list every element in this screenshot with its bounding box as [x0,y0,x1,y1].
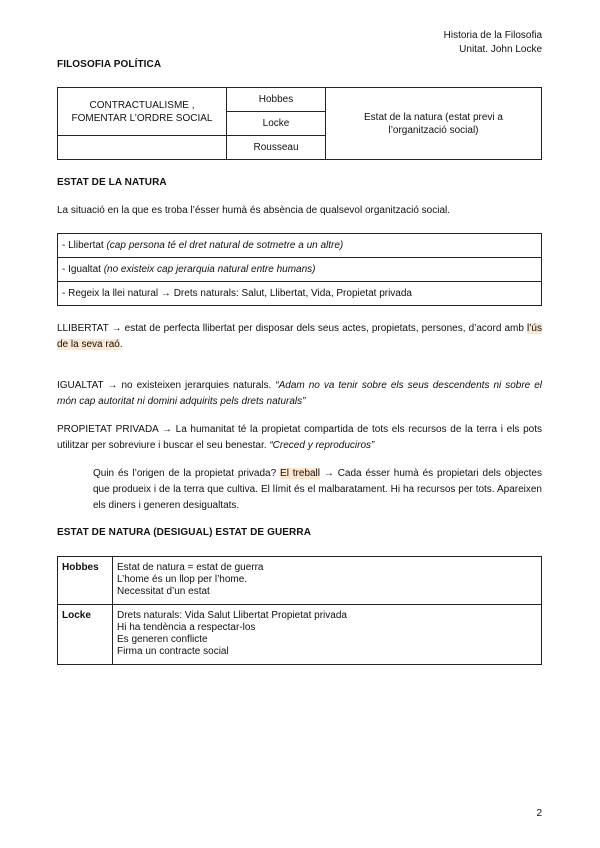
locke-description: Drets naturals: Vida Salut Llibertat Propietat privada Hi ha tendència a respectar-los Es generen conflicte Firma un contracte social [113,605,542,665]
trait-row-igualtat: - Igualtat (no existeix cap jerarquia natural entre humans) [58,258,542,282]
label-hobbes: Hobbes [58,557,113,605]
row-hobbes [58,557,542,605]
document-header [444,29,542,57]
label-locke: Locke [58,605,113,665]
header-unit: Unitat. John Locke [459,44,542,55]
contractualism-cell: CONTRACTUALISME , FOMENTAR L’ORDRE SOCIAL [58,88,227,136]
section-title-estat-natura: ESTAT DE LA NATURA [57,177,167,188]
row-locke [58,605,542,665]
hobbes-locke-table [57,556,542,665]
author-rousseau: Rousseau [227,136,326,160]
section-title-estat-guerra: ESTAT DE NATURA (DESIGUAL) ESTAT DE GUERRA [57,527,312,538]
page-number: 2 [536,808,542,819]
highlight-treball: El treball [280,468,321,479]
paragraph-origen-propietat: Quin és l’origen de la propietat privada? El treball → Cada ésser humà és propietari dels objectes que produeix i de la terra que cultiva. El límit és el malbaratament. Hi ha recursos per tots. Apareixen els diners i generen desigualtats. [93,468,542,511]
author-hobbes: Hobbes [227,88,326,112]
author-locke: Locke [227,112,326,136]
estat-natura-intro: La situació en la que es troba l’ésser humà és absència de qualsevol organització social. [57,205,451,216]
highlight-us-rao: l’ús de la seva raó [57,323,542,350]
paragraph-llibertat: LLIBERTAT → estat de perfecta llibertat per disposar dels seus actes, propietats, persones, d’acord amb l’ús de la seva raó. [57,323,542,350]
section-title-filosofia-politica: FILOSOFIA POLÍTICA [57,59,162,70]
state-of-nature-cell: Estat de la natura (estat previ a l’organització social) [326,88,542,160]
author-rousseau-empty-left [58,136,227,160]
natura-traits-table [57,233,542,306]
paragraph-igualtat: IGUALTAT → no existeixen jerarquies naturals. “Adam no va tenir sobre els seus descendents ni sobre el món cap autoritat ni domini adquirits pels drets naturals” [57,380,543,407]
paragraph-propietat: PROPIETAT PRIVADA → La humanitat té la propietat compartida de tots els recursos de la terra i els pots utilitzar per sobreviure i buscar el seu benestar. “Creced y reproduciros” [57,424,542,451]
trait-row-llei-natural: - Regeix la llei natural → Drets naturals: Salut, Llibertat, Vida, Propietat privada [58,282,542,306]
hobbes-description: Estat de natura = estat de guerra L’home és un llop per l’home. Necessitat d’un estat [113,557,542,605]
contractualism-table [57,87,542,160]
trait-row-llibertat: - Llibertat (cap persona té el dret natural de sotmetre a un altre) [58,234,542,258]
header-course: Historia de la Filosofia [443,30,542,41]
